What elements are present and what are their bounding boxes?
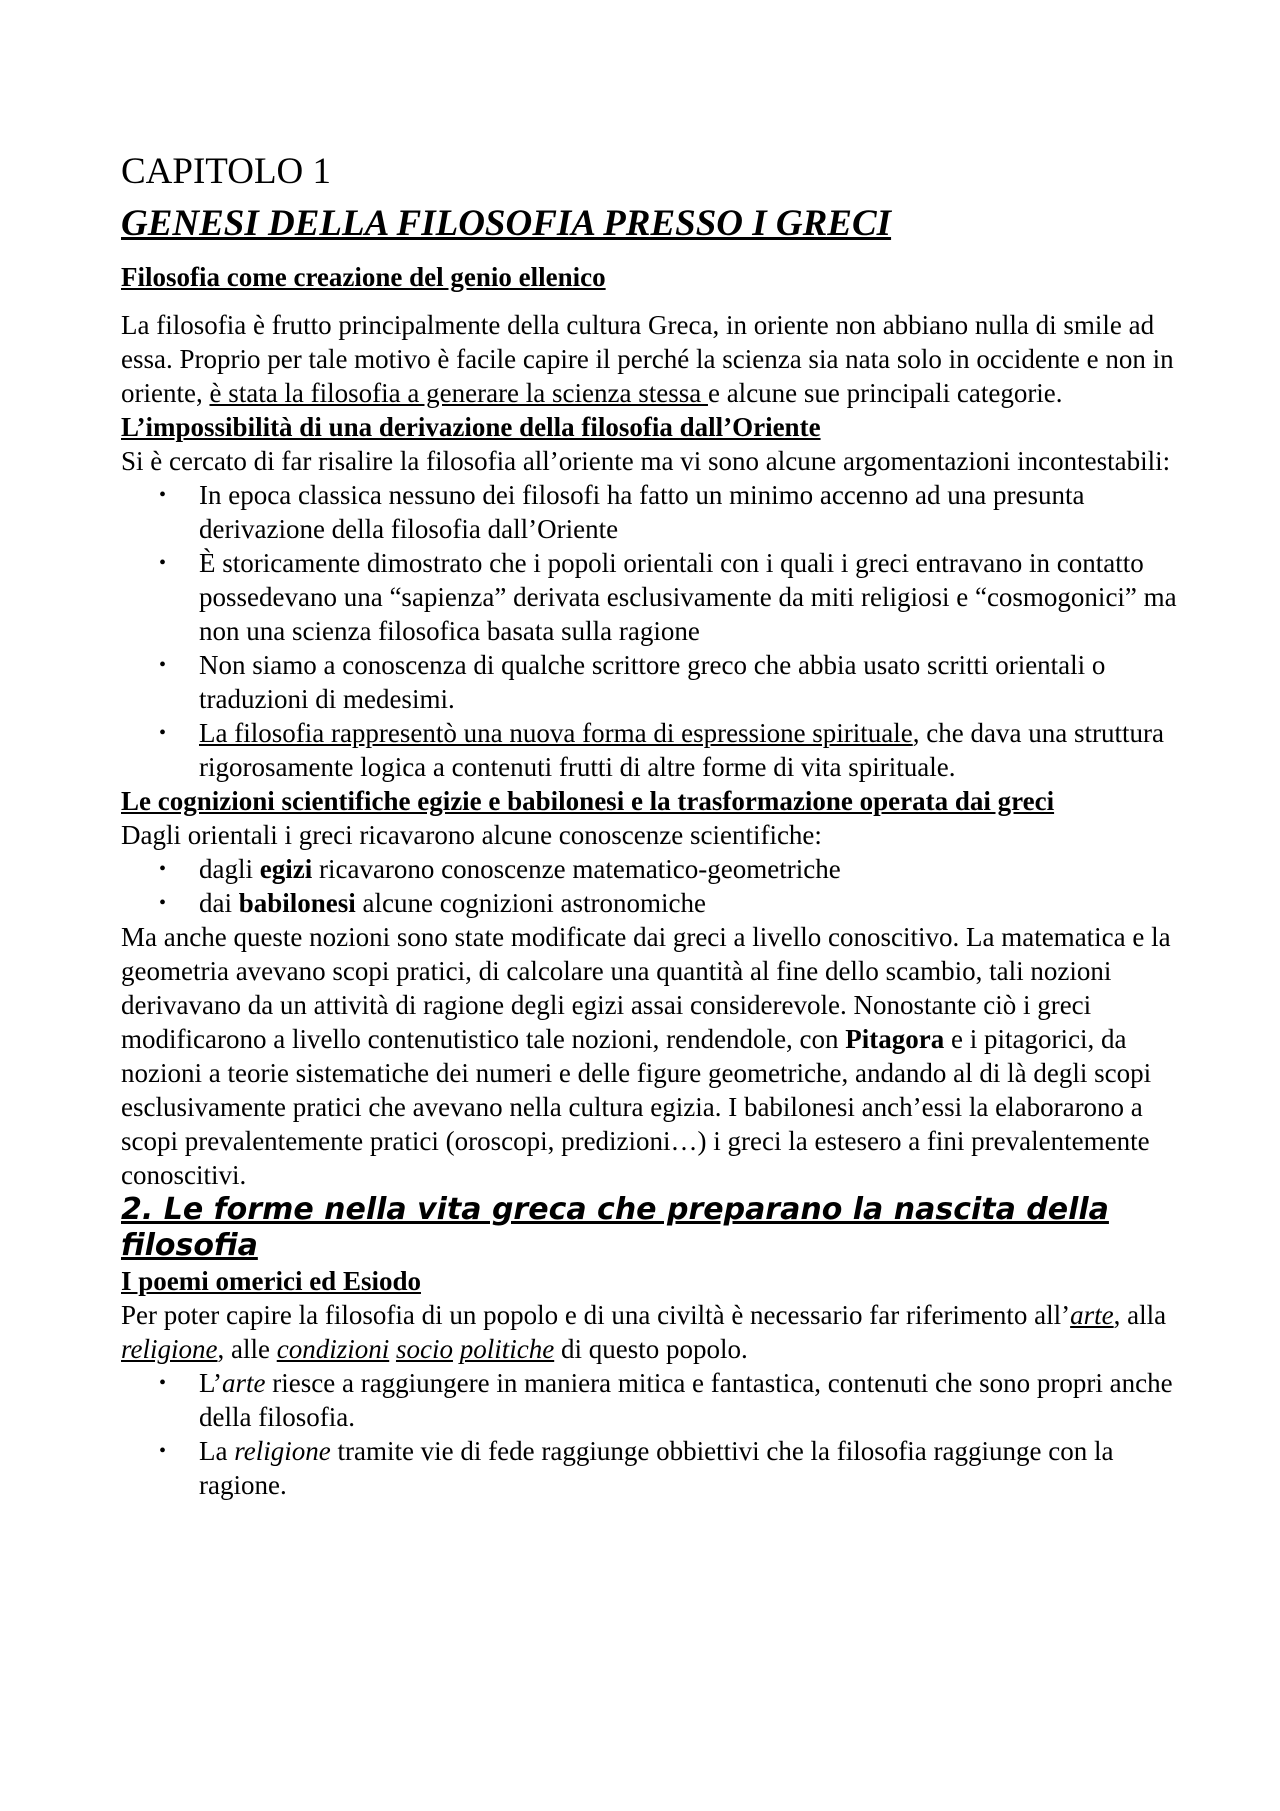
bullet-icon: • xyxy=(159,484,167,506)
section-title-cognizioni: Le cognizioni scientifiche egizie e babilonesi e la trasformazione operata dai greci xyxy=(121,786,1055,816)
underlined-italic-text: religione xyxy=(121,1334,218,1364)
paragraph-cognizioni-intro: Dagli orientali i greci ricavarono alcune conoscenze scientifiche: xyxy=(121,820,822,850)
text-segment: dai xyxy=(199,888,239,918)
paragraph-oriente-intro: Si è cercato di far risalire la filosofia all’oriente ma vi sono alcune argomentazioni incontestabili: xyxy=(121,446,1171,476)
text-segment: Per poter capire la filosofia di un popolo e di una civiltà è necessario far riferimento all’ xyxy=(121,1300,1071,1330)
list-item xyxy=(121,886,1181,920)
list-item xyxy=(121,478,1181,546)
list-item-text: Non siamo a conoscenza di qualche scrittore greco che abbia usato scritti orientali o traduzioni di medesimi. xyxy=(199,650,1106,714)
underlined-italic-text: condizioni xyxy=(276,1334,390,1364)
text-segment: dagli xyxy=(199,854,260,884)
bold-text: babilonesi xyxy=(238,888,356,918)
list-item xyxy=(121,648,1181,716)
text-segment: L’ xyxy=(199,1368,223,1398)
section-title-forme-vita-greca: 2. Le forme nella vita greca che preparano la nascita della filosofia xyxy=(121,1192,1109,1263)
paragraph-poemi-intro xyxy=(121,1298,1181,1366)
section-title-oriente: L’impossibilità di una derivazione della filosofia dall’Oriente xyxy=(121,412,821,442)
chapter-heading: CAPITOLO 1 xyxy=(121,151,332,192)
text-segment xyxy=(389,1334,396,1364)
text-segment: di questo popolo. xyxy=(554,1334,748,1364)
bullet-icon: • xyxy=(159,1440,167,1462)
bullet-list-argomentazioni xyxy=(121,478,1181,784)
bold-text: egizi xyxy=(259,854,313,884)
paragraph-trasformazione xyxy=(121,920,1181,1192)
bullet-icon: • xyxy=(159,858,167,880)
italic-text: religione xyxy=(234,1436,331,1466)
bold-text: Pitagora xyxy=(845,1024,945,1054)
list-item-text: In epoca classica nessuno dei filosofi ha fatto un minimo accenno ad una presunta derivazione della filosofia dall’Oriente xyxy=(199,480,1085,544)
paragraph-intro xyxy=(121,308,1181,410)
text-segment: riesce a raggiungere in maniera mitica e fantastica, contenuti che sono propri anche della filosofia. xyxy=(199,1368,1173,1432)
subsection-title-poemi: I poemi omerici ed Esiodo xyxy=(121,1266,421,1296)
text-segment: ricavarono conoscenze matematico-geometriche xyxy=(312,854,841,884)
italic-text: arte xyxy=(222,1368,266,1398)
list-item-text: È storicamente dimostrato che i popoli orientali con i quali i greci entravano in contatto possedevano una “sapienza” derivata esclusivamente da miti religiosi e “cosmogonici” ma non una scienza filosofica basata sulla ragione xyxy=(199,548,1177,646)
document-page xyxy=(121,150,1181,1502)
page-title: GENESI DELLA FILOSOFIA PRESSO I GRECI xyxy=(121,203,892,244)
list-item xyxy=(121,1434,1181,1502)
bullet-icon: • xyxy=(159,722,167,744)
text-segment: , alla xyxy=(1113,1300,1167,1330)
section-title-genio-ellenico: Filosofia come creazione del genio ellenico xyxy=(121,262,606,292)
text-segment: e i pitagorici, da nozioni a teorie sistematiche dei numeri e delle figure geometriche, andando al di là degli scopi esclusivamente pratici che avevano nella cultura egizia. I babilonesi anch’essi la elaborarono a scopi prevalentemente pratici (oroscopi, predizioni…) i greci la estesero a fini prevalentemente conoscitivi. xyxy=(121,1024,1152,1190)
text-segment: Ma anche queste nozioni sono state modificate dai greci a livello conoscitivo. La matematica e la geometria avevano scopi pratici, di calcolare una quantità al fine dello scambio, tali nozioni derivavano da un attività di ragione degli egizi assai considerevole. Nonostante ciò i greci modificarono a livello contenutistico tale nozioni, rendendole, con xyxy=(121,922,1171,1054)
underlined-text: è stata la filosofia a generare la scienza stessa xyxy=(209,378,708,408)
list-item xyxy=(121,1366,1181,1434)
text-segment: La filosofia è frutto principalmente della cultura Greca, in oriente non abbiano nulla di smile ad essa. Proprio per tale motivo è facile capire il perché la scienza sia nata solo in occidente e non in oriente, xyxy=(121,310,1174,408)
list-item xyxy=(121,852,1181,886)
text-segment: e alcune sue principali categorie. xyxy=(707,378,1063,408)
text-segment: tramite vie di fede raggiunge obbiettivi che la filosofia raggiunge con la ragione. xyxy=(199,1436,1114,1500)
text-segment: alcune cognizioni astronomiche xyxy=(355,888,706,918)
bullet-icon: • xyxy=(159,654,167,676)
bullet-icon: • xyxy=(159,552,167,574)
list-item xyxy=(121,546,1181,648)
underlined-italic-text: arte xyxy=(1070,1300,1114,1330)
bullet-list-forme xyxy=(121,1366,1181,1502)
bullet-icon: • xyxy=(159,1372,167,1394)
underlined-italic-text: politiche xyxy=(459,1334,555,1364)
text-segment: , alle xyxy=(217,1334,277,1364)
bullet-icon: • xyxy=(159,892,167,914)
text-segment xyxy=(453,1334,460,1364)
underlined-text: La filosofia rappresentò una nuova forma di espressione spirituale xyxy=(199,718,913,748)
text-segment: La xyxy=(199,1436,235,1466)
bullet-list-conoscenze xyxy=(121,852,1181,920)
list-item xyxy=(121,716,1181,784)
underlined-italic-text: socio xyxy=(395,1334,453,1364)
list-item-text: , che dava una struttura rigorosamente logica a contenuti frutti di altre forme di vita spirituale. xyxy=(199,718,1164,782)
